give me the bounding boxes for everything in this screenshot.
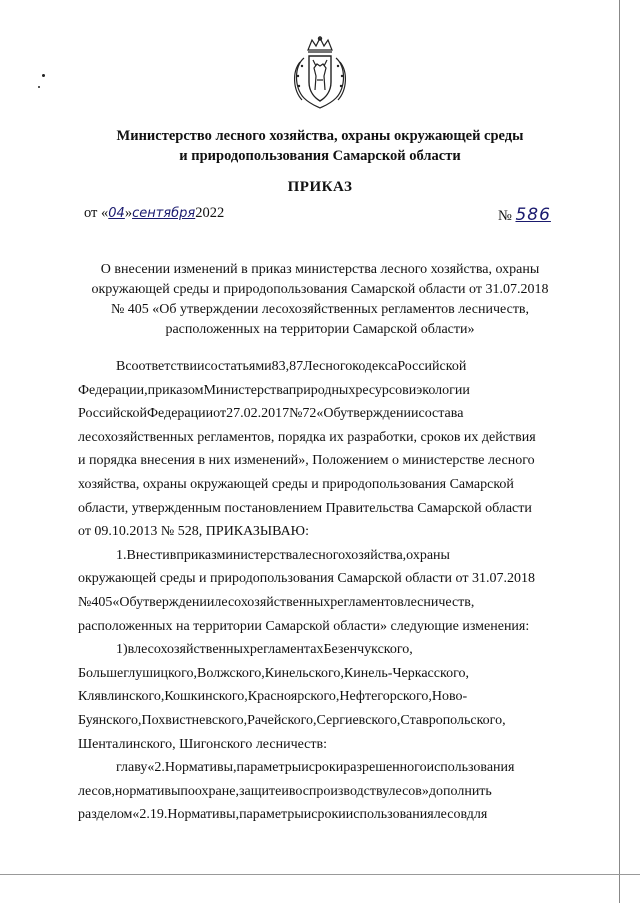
- word: воспроизводству: [288, 783, 389, 799]
- word: Российской: [397, 359, 467, 374]
- word: Рачейского,: [247, 712, 317, 728]
- word: лесохозяйственных: [134, 642, 250, 658]
- word: охраны: [406, 547, 450, 563]
- subject-line-2: окружающей среды и природопользования Самарской области от 31.07.2018: [91, 282, 549, 297]
- word: Похвистневского,: [141, 712, 248, 728]
- preamble-line-8: от 09.10.2013 № 528, ПРИКАЗЫВАЮ:: [78, 524, 309, 540]
- word: для: [466, 807, 488, 823]
- word: Внести: [126, 547, 170, 563]
- chapter-line-1: [78, 756, 556, 780]
- preamble-line-6: хозяйства, охраны окружающей среды и природопользования Самарской: [78, 476, 514, 492]
- word: разделом: [78, 807, 133, 823]
- word: №: [289, 406, 303, 422]
- word: «Об: [112, 594, 137, 610]
- word: параметры: [239, 807, 304, 823]
- date-prefix: от «: [84, 205, 109, 221]
- word: ресурсов: [355, 382, 409, 398]
- sub1-line-1: [78, 638, 556, 662]
- word: 27.02.2017: [226, 406, 290, 422]
- preamble-line-1: [78, 355, 556, 379]
- item1-line-3: [78, 591, 556, 615]
- word: в: [169, 547, 177, 563]
- word: Министерства: [203, 382, 289, 398]
- word: приказом: [147, 382, 204, 398]
- word: 1): [116, 642, 128, 658]
- preamble-line-4: лесохозяйственных регламентов, порядка их разработки, сроков их действия: [78, 429, 536, 445]
- word: использования: [426, 760, 515, 776]
- word: Федерации,: [78, 382, 148, 398]
- word: главу: [116, 760, 148, 776]
- word: соответствии: [125, 359, 205, 374]
- word: Кинельского,: [264, 665, 344, 681]
- word: Кинель-Черкасского,: [343, 665, 469, 681]
- word: «2.: [147, 760, 165, 776]
- scan-edge-line: [619, 0, 620, 903]
- date-year: 2022: [195, 205, 225, 221]
- word: использования: [345, 807, 434, 823]
- word: Клявлинского,: [78, 689, 165, 705]
- scan-bottom-line: [0, 874, 640, 875]
- item1-line-2: окружающей среды и природопользования Самарской области от 31.07.2018: [78, 571, 535, 587]
- word: и: [301, 760, 309, 776]
- word: Российской: [78, 406, 147, 422]
- word: утверждении: [136, 594, 215, 610]
- word: В: [116, 359, 126, 374]
- word: параметры: [236, 760, 302, 776]
- sub1-line-5: Шенталинского, Шигонского лесничеств:: [78, 736, 328, 752]
- number-prefix: №: [498, 208, 512, 224]
- word: кодекса: [352, 359, 398, 374]
- word: Кошкинского,: [164, 689, 248, 705]
- ministry-name: [60, 126, 580, 166]
- word: утверждении: [340, 406, 419, 422]
- word: 83,: [271, 359, 290, 374]
- word: Лесного: [303, 359, 353, 374]
- number-value: 586: [515, 205, 551, 225]
- word: 405: [91, 594, 113, 610]
- order-body: [78, 355, 556, 827]
- word: Буянского,: [78, 712, 142, 728]
- word: Нефтегорского,: [339, 689, 432, 705]
- word: лесов: [433, 807, 467, 823]
- order-number: [498, 205, 551, 225]
- word: и: [303, 807, 312, 823]
- word: Сергиевского,: [316, 712, 401, 728]
- word: экологии: [416, 382, 470, 398]
- word: в: [127, 642, 135, 658]
- word: со: [204, 359, 219, 374]
- word: сроки: [308, 760, 344, 776]
- word: и: [281, 783, 289, 799]
- word: дополнить: [428, 783, 492, 799]
- word: №: [78, 594, 92, 610]
- sub1-line-2: [78, 662, 556, 686]
- word: лесного: [298, 547, 345, 563]
- word: природных: [288, 382, 356, 398]
- document-type-title: ПРИКАЗ: [287, 179, 353, 195]
- word: Нормативы,: [164, 760, 237, 776]
- word: сроки: [311, 807, 346, 823]
- subject-line-1: О внесении изменений в приказ министерства лесного хозяйства, охраны: [100, 262, 540, 277]
- word: регламентов: [330, 594, 404, 610]
- preamble-line-2: [78, 379, 556, 403]
- order-date: [84, 205, 224, 222]
- preamble-line-5: и порядка внесения в них изменений», Положением о министерстве лесного: [78, 453, 535, 469]
- word: Волжского,: [197, 665, 265, 681]
- word: Красноярского,: [247, 689, 340, 705]
- date-month: сентября: [132, 206, 196, 221]
- word: «Об: [316, 406, 341, 422]
- ministry-line-2: и природопользования Самарской области: [179, 148, 461, 164]
- word: лесничеств,: [403, 594, 475, 610]
- ministry-line-1: Министерство лесного хозяйства, охраны окружающей среды: [116, 128, 524, 144]
- word: охране,: [194, 783, 239, 799]
- word: статьями: [218, 359, 272, 374]
- word: Федерации: [147, 406, 214, 422]
- word: Ново-: [431, 689, 468, 705]
- word: по: [180, 783, 195, 799]
- word: 87: [289, 359, 304, 374]
- word: разрешенного: [343, 760, 427, 776]
- word: Нормативы,: [167, 807, 240, 823]
- word: приказ: [176, 547, 217, 563]
- order-subject: [70, 260, 570, 340]
- word: защите: [238, 783, 282, 799]
- word: «2.19.: [132, 807, 168, 823]
- scan-speck: [42, 74, 45, 77]
- word: регламентах: [249, 642, 324, 658]
- word: Ставропольского,: [400, 712, 506, 728]
- sub1-line-3: [78, 685, 556, 709]
- word: лесов,: [78, 783, 115, 799]
- preamble-line-3: [78, 402, 556, 426]
- subject-line-4: расположенных на территории Самарской области»: [165, 322, 475, 337]
- word: министерства: [216, 547, 299, 563]
- word: состава: [418, 406, 464, 422]
- word: и: [408, 382, 417, 398]
- chapter-line-3: [78, 803, 556, 827]
- word: Большеглушицкого,: [78, 665, 197, 681]
- date-day: 04: [108, 206, 125, 221]
- date-mid: »: [124, 205, 133, 221]
- item1-line-4: расположенных на территории Самарской области» следующие изменения:: [78, 618, 530, 634]
- word: Безенчукского,: [323, 642, 413, 658]
- word: лесов»: [388, 783, 429, 799]
- word: 72: [302, 406, 317, 422]
- preamble-line-7: области, утвержденным постановлением Правительства Самарской области: [78, 500, 532, 516]
- chapter-line-2: [78, 780, 556, 804]
- word: 1.: [116, 547, 127, 563]
- subject-line-3: № 405 «Об утверждении лесохозяйственных регламентов лесничеств,: [110, 302, 530, 317]
- coat-of-arms-icon: [290, 36, 350, 110]
- word: от: [213, 406, 227, 422]
- item1-line-1: [78, 544, 556, 568]
- sub1-line-4: [78, 709, 556, 733]
- word: нормативы: [114, 783, 181, 799]
- word: хозяйства,: [344, 547, 407, 563]
- word: лесохозяйственных: [214, 594, 331, 610]
- scan-speck: [38, 86, 40, 88]
